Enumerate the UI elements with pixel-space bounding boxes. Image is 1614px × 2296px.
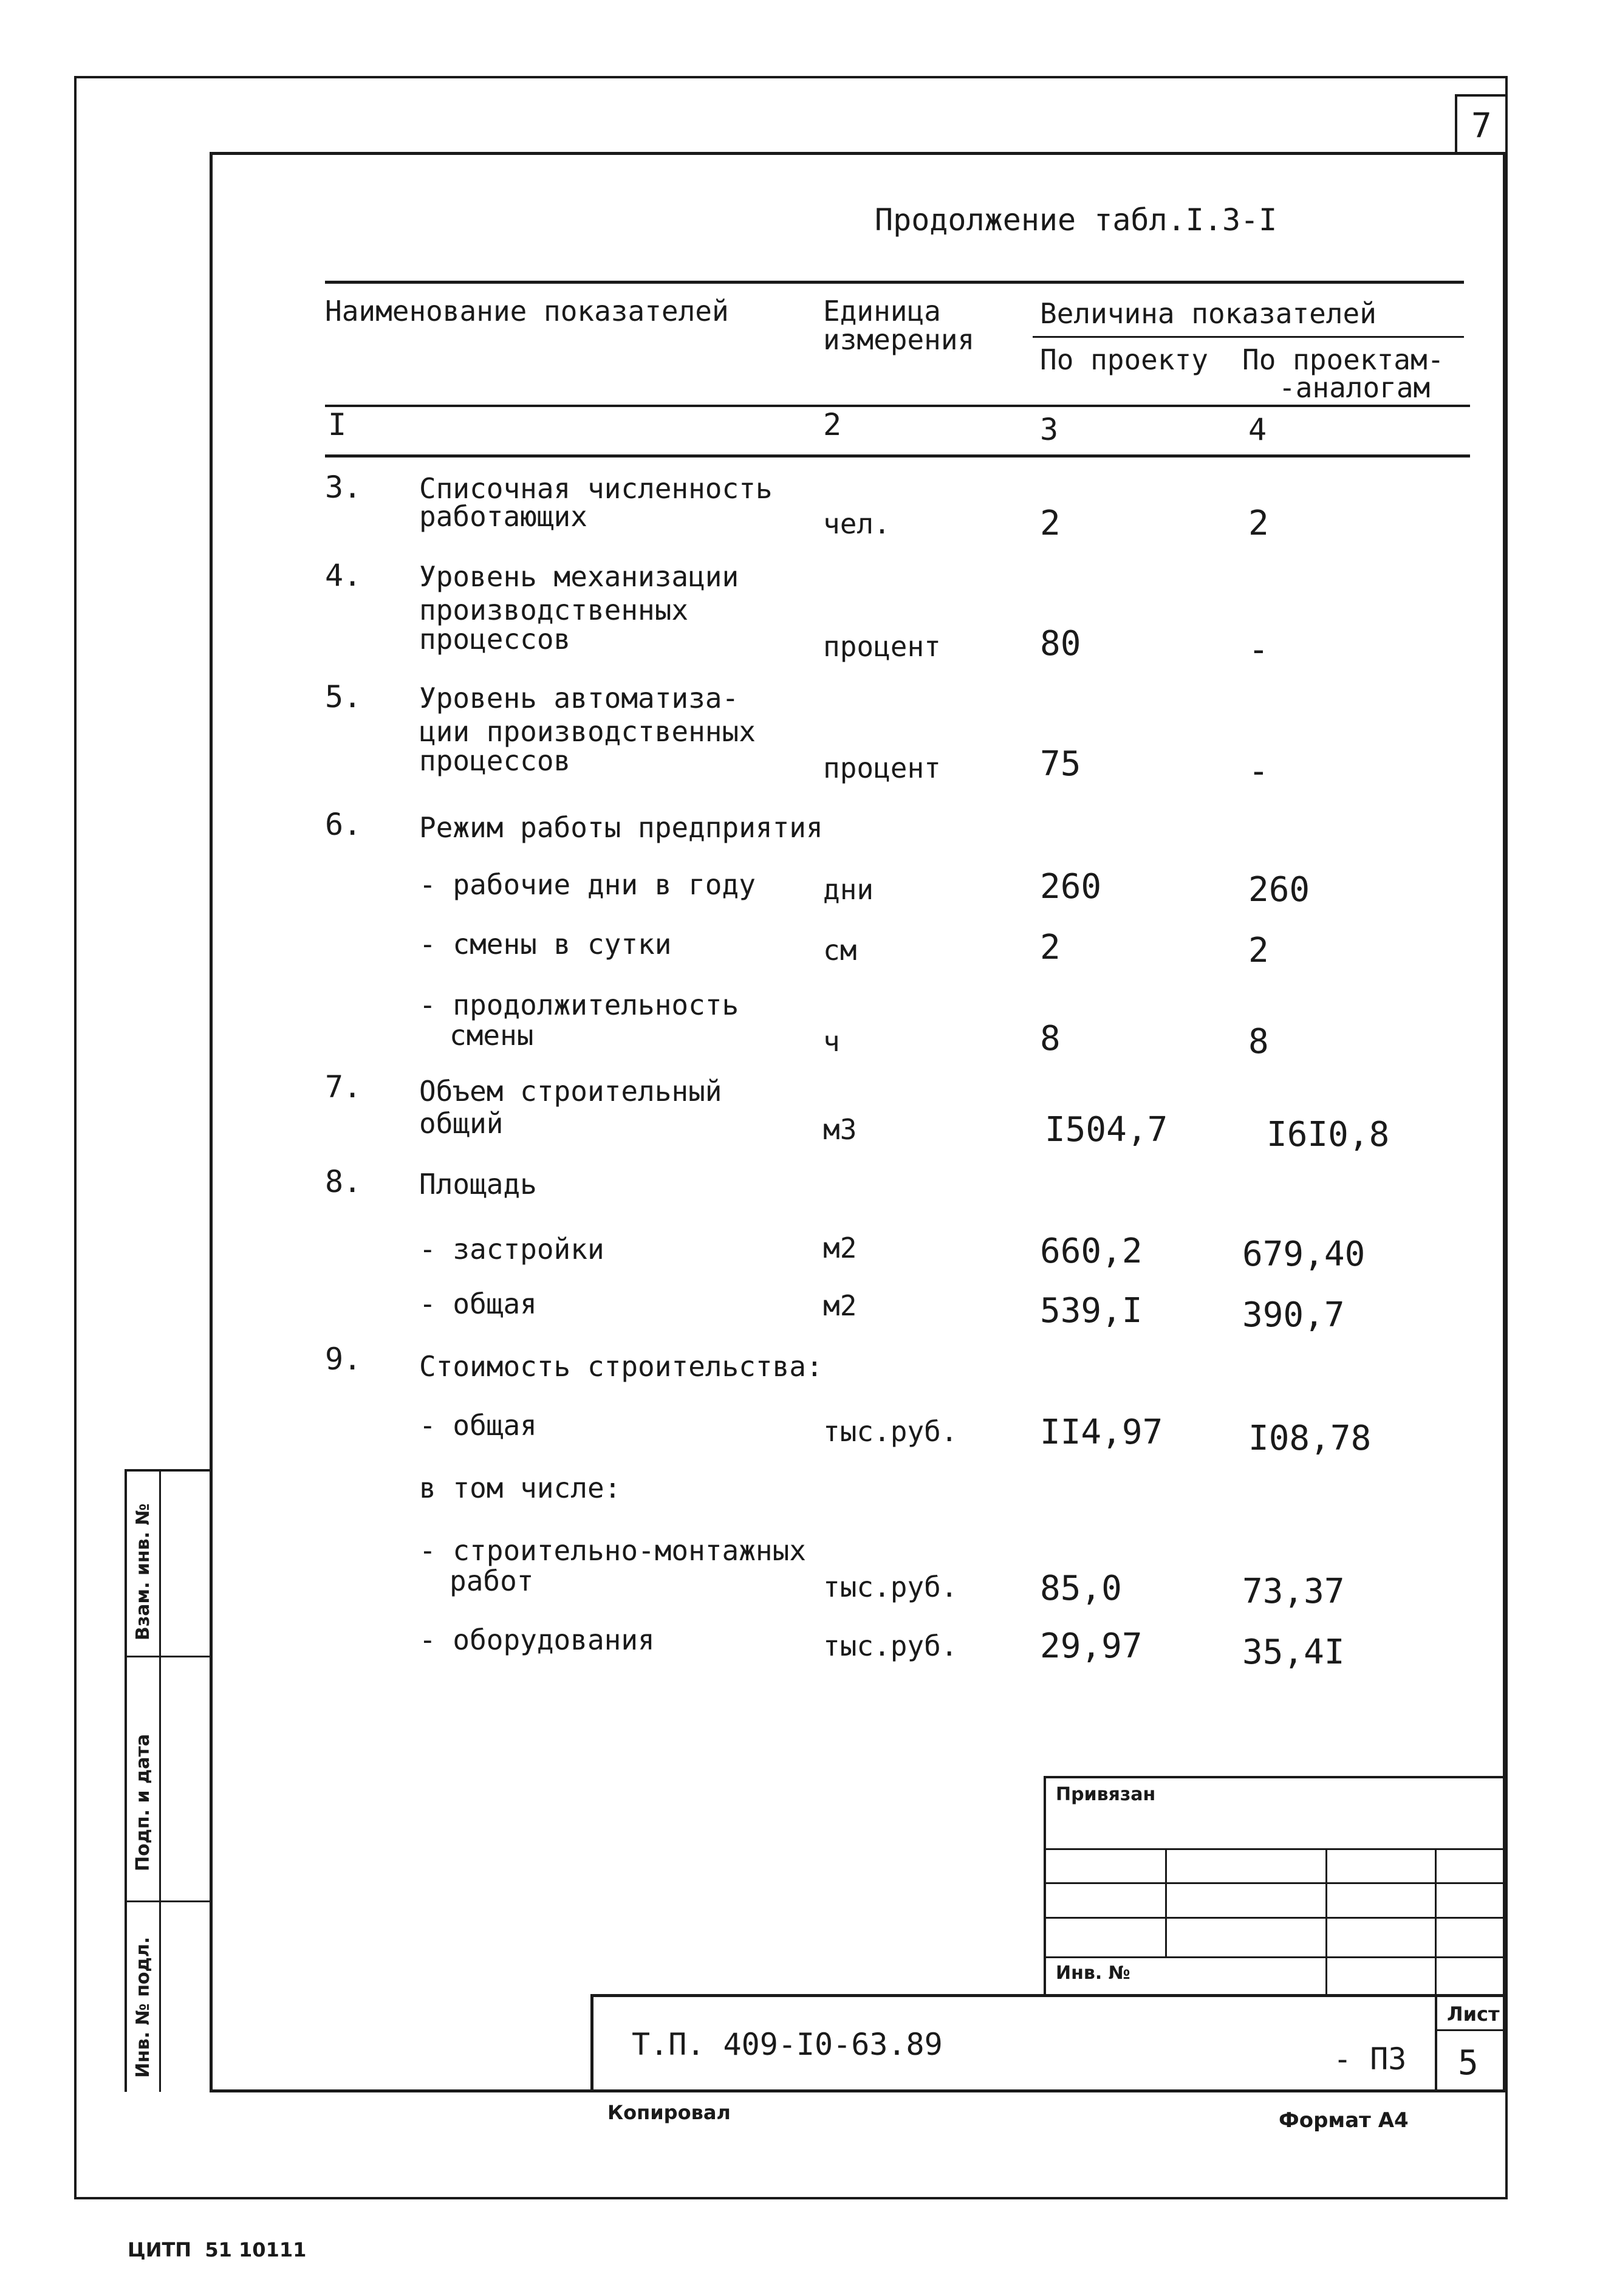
inner-frame-right (1503, 152, 1506, 2092)
row-label: работающих (419, 500, 587, 533)
row-label: Режим работы предприятия (419, 811, 823, 844)
row-label: - строительно-монтажных (419, 1534, 806, 1567)
row-label: процессов (419, 744, 571, 777)
row-label: работ (450, 1564, 534, 1597)
sheet-box-divider (1435, 2029, 1506, 2031)
row-value-project: 85,0 (1040, 1569, 1122, 1608)
row-unit: тыс.руб. (823, 1571, 958, 1603)
row-label: общий (419, 1107, 504, 1140)
row-unit: м3 (823, 1113, 857, 1146)
row-label: - продолжительность (419, 989, 739, 1021)
header-rule-bottom (325, 454, 1470, 457)
row-value-project: 29,97 (1040, 1626, 1143, 1666)
row-value-analog: 2 (1248, 931, 1269, 970)
inner-frame-bottom (210, 2089, 1506, 2092)
row-unit: процент (823, 630, 941, 663)
stamp-inv-no: Инв. № (1056, 1962, 1130, 1984)
row-value-project: 260 (1040, 867, 1102, 906)
header-num-4: 4 (1248, 412, 1267, 447)
header-group-values: Величина показателей (1040, 297, 1376, 330)
sheet-label: Лист (1447, 2003, 1500, 2026)
doc-suffix: - ПЗ (1333, 2041, 1407, 2077)
page-number: 7 (1471, 106, 1492, 146)
sidebar-vzam: Взам. инв. № (132, 1503, 154, 1640)
stamp-vline-1 (1165, 1848, 1167, 1956)
title-block-left (590, 1994, 593, 2091)
row-label: - рабочие дни в году (419, 868, 756, 901)
row-label: в том числе: (419, 1472, 621, 1504)
sidebar-top (125, 1469, 211, 1472)
row-value-analog: 35,4I (1242, 1633, 1345, 1672)
row-label: - общая (419, 1287, 537, 1320)
row-unit: чел. (823, 507, 891, 540)
row-label: - оборудования (419, 1623, 655, 1656)
outer-frame-left (74, 76, 77, 2199)
stamp-privyazan: Привязан (1056, 1784, 1156, 1805)
row-num: 4. (325, 558, 362, 593)
outer-frame-top (74, 76, 1508, 78)
row-label: Уровень механизации (419, 560, 739, 593)
row-num: 8. (325, 1164, 362, 1199)
inner-frame-top (210, 152, 1508, 155)
row-value-project: 2 (1040, 928, 1061, 967)
row-num: 6. (325, 807, 362, 842)
row-unit: тыс.руб. (823, 1415, 958, 1448)
header-col-unit-2: измерения (823, 323, 975, 356)
doc-code: Т.П. 409-I0-63.89 (632, 2027, 943, 2062)
table-title: Продолжение табл.I.3-I (875, 202, 1277, 238)
header-rule-group (1033, 336, 1464, 338)
sidebar-row-2 (125, 1900, 211, 1902)
row-unit: м2 (823, 1232, 857, 1264)
row-value-project: 539,I (1040, 1291, 1143, 1331)
row-label: ции производственных (419, 715, 756, 748)
sidebar-row-1 (125, 1656, 211, 1657)
row-value-project: 660,2 (1040, 1232, 1143, 1271)
row-label: - смены в сутки (419, 928, 672, 961)
sidebar-divider (159, 1469, 161, 2092)
row-label: Объем строительный (419, 1075, 722, 1108)
row-value-project: 8 (1040, 1019, 1061, 1058)
page-box-left (1455, 94, 1457, 155)
row-num: 5. (325, 679, 362, 715)
row-label: Уровень автоматиза- (419, 682, 739, 715)
row-value-analog: I08,78 (1248, 1419, 1372, 1458)
row-value-analog: I6I0,8 (1267, 1115, 1390, 1154)
row-value-analog: 390,7 (1242, 1295, 1345, 1335)
sidebar-podp: Подп. и дата (132, 1733, 154, 1871)
footer-print-code: ЦИТП 51 10111 (128, 2238, 307, 2261)
row-unit: дни (823, 873, 874, 906)
row-unit: ч (823, 1025, 840, 1058)
row-value-project: 80 (1040, 624, 1081, 663)
row-unit: процент (823, 752, 941, 784)
sheet-value: 5 (1458, 2043, 1479, 2083)
header-col-project: По проекту (1040, 343, 1208, 376)
stamp-vline-2 (1325, 1848, 1327, 1994)
row-label: - застройки (419, 1233, 604, 1266)
outer-frame-bottom (74, 2197, 1508, 2199)
row-value-project: 2 (1040, 504, 1061, 543)
row-value-analog: 8 (1248, 1022, 1269, 1061)
row-label: процессов (419, 623, 571, 656)
header-num-1: I (328, 407, 347, 442)
row-unit: тыс.руб. (823, 1629, 958, 1662)
header-col-analog-1: По проектам- (1242, 343, 1445, 376)
stamp-left (1044, 1776, 1046, 1995)
inner-frame-left (210, 152, 213, 2092)
row-label: Стоимость строительства: (419, 1350, 823, 1383)
footer-copied: Копировал (607, 2101, 731, 2124)
footer-format: Формат А4 (1279, 2108, 1409, 2133)
row-value-project: 75 (1040, 744, 1081, 784)
row-label: - общая (419, 1409, 537, 1442)
row-label: Площадь (419, 1168, 537, 1201)
row-value-analog: 73,37 (1242, 1572, 1345, 1611)
header-num-3: 3 (1040, 412, 1059, 447)
row-value-analog: - (1248, 752, 1269, 791)
header-col-unit-1: Единица (823, 295, 941, 327)
header-col-analog-2: -аналогам (1279, 371, 1431, 404)
row-num: 9. (325, 1342, 362, 1377)
sheet-box-left (1435, 1994, 1437, 2091)
sidebar-left (125, 1469, 127, 2092)
title-block-top (590, 1994, 1506, 1997)
header-num-2: 2 (823, 407, 842, 442)
row-label: производственных (419, 594, 689, 626)
row-label: смены (450, 1019, 534, 1052)
row-value-analog: 2 (1248, 504, 1269, 543)
row-label: Списочная численность (419, 472, 773, 505)
row-num: 3. (325, 470, 362, 505)
row-value-project: II4,97 (1040, 1413, 1163, 1452)
header-rule-mid (325, 405, 1470, 407)
header-rule-top (325, 281, 1464, 284)
page-box-top (1455, 94, 1508, 97)
row-unit: м2 (823, 1289, 857, 1322)
row-value-analog: 679,40 (1242, 1235, 1366, 1274)
row-num: 7. (325, 1069, 362, 1105)
sidebar-inv: Инв. № подл. (132, 1936, 154, 2078)
header-col-name: Наименование показателей (325, 295, 729, 327)
stamp-top (1044, 1776, 1506, 1778)
row-value-project: I504,7 (1045, 1110, 1168, 1150)
row-unit: см (823, 934, 857, 967)
row-value-analog: - (1248, 630, 1269, 670)
row-value-analog: 260 (1248, 870, 1310, 910)
